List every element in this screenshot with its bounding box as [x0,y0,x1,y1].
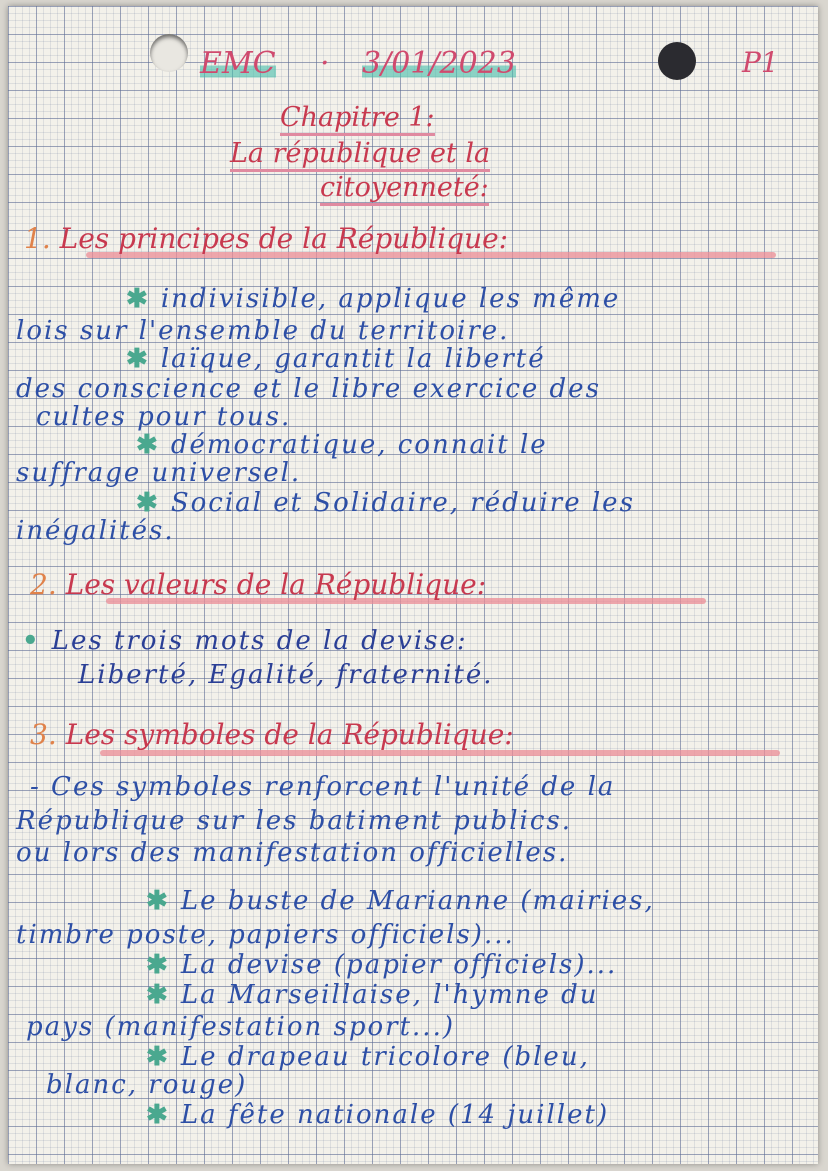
chapter-number: Chapitre 1: [280,102,435,136]
star-bullet-icon: ✱ [136,488,171,518]
s2-line-2: Liberté, Egalité, fraternité. [78,660,494,690]
date: 3/01/2023 [362,46,516,81]
section2-number: 2. [30,568,57,601]
chapter-title-line1: La république et la [230,138,490,172]
section2-heading [30,568,486,601]
s3-line-9: ✱ Le drapeau tricolore (bleu, [146,1042,590,1072]
s3-line-8: pays (manifestation sport...) [26,1012,455,1042]
s1-line-4: des conscience et le libre exercice des [16,374,601,404]
s1-line-2: lois sur l'ensemble du territoire. [16,316,510,346]
section3-title: Les symboles de la République: [65,718,514,751]
dot-bullet-icon: • [22,626,52,656]
subject-title: EMC [200,46,276,81]
star-bullet-icon: ✱ [136,430,171,460]
punch-hole-left [150,34,188,72]
s3-line-2: République sur les batiment publics. [16,806,572,836]
star-bullet-icon: ✱ [146,950,181,980]
header-separator: · [320,46,330,81]
s3-line-7: ✱ La Marseillaise, l'hymne du [146,980,599,1010]
section2-title: Les valeurs de la République: [65,568,487,601]
star-bullet-icon: ✱ [146,1100,181,1130]
star-bullet-icon: ✱ [146,886,181,916]
section1-number: 1. [24,222,51,255]
s1-line-9: inégalités. [16,516,175,546]
punch-hole-right [658,42,696,80]
section1-heading [24,222,508,255]
star-bullet-icon: ✱ [126,284,161,314]
s1-line-6: ✱ démocratique, connait le [136,430,548,460]
s3-line-4: ✱ Le buste de Marianne (mairies, [146,886,655,916]
s1-line-1: ✱ indivisible, applique les même [126,284,621,314]
chapter-title-line2: citoyenneté: [320,172,489,206]
s3-line-3: ou lors des manifestation officielles. [16,838,569,868]
star-bullet-icon: ✱ [146,980,181,1010]
s3-line-11: ✱ La fête nationale (14 juillet) [146,1100,610,1130]
section1-title: Les principes de la République: [59,222,509,255]
s3-line-1: - Ces symboles renforcent l'unité de la [30,772,616,802]
star-bullet-icon: ✱ [126,344,161,374]
s3-line-5: timbre poste, papiers officiels)... [16,920,515,950]
notebook-page [8,6,818,1164]
s3-line-6: ✱ La devise (papier officiels)... [146,950,618,980]
page-number: P1 [742,46,779,79]
s1-line-7: suffrage universel. [16,458,302,488]
section3-number: 3. [30,718,57,751]
s1-line-3: ✱ laïque, garantit la liberté [126,344,546,374]
section3-heading [30,718,514,751]
s2-line-1: • Les trois mots de la devise: [22,626,468,656]
star-bullet-icon: ✱ [146,1042,181,1072]
s1-line-8: ✱ Social et Solidaire, réduire les [136,488,635,518]
s1-line-5: cultes pour tous. [36,402,292,432]
s3-line-10: blanc, rouge) [46,1070,248,1100]
